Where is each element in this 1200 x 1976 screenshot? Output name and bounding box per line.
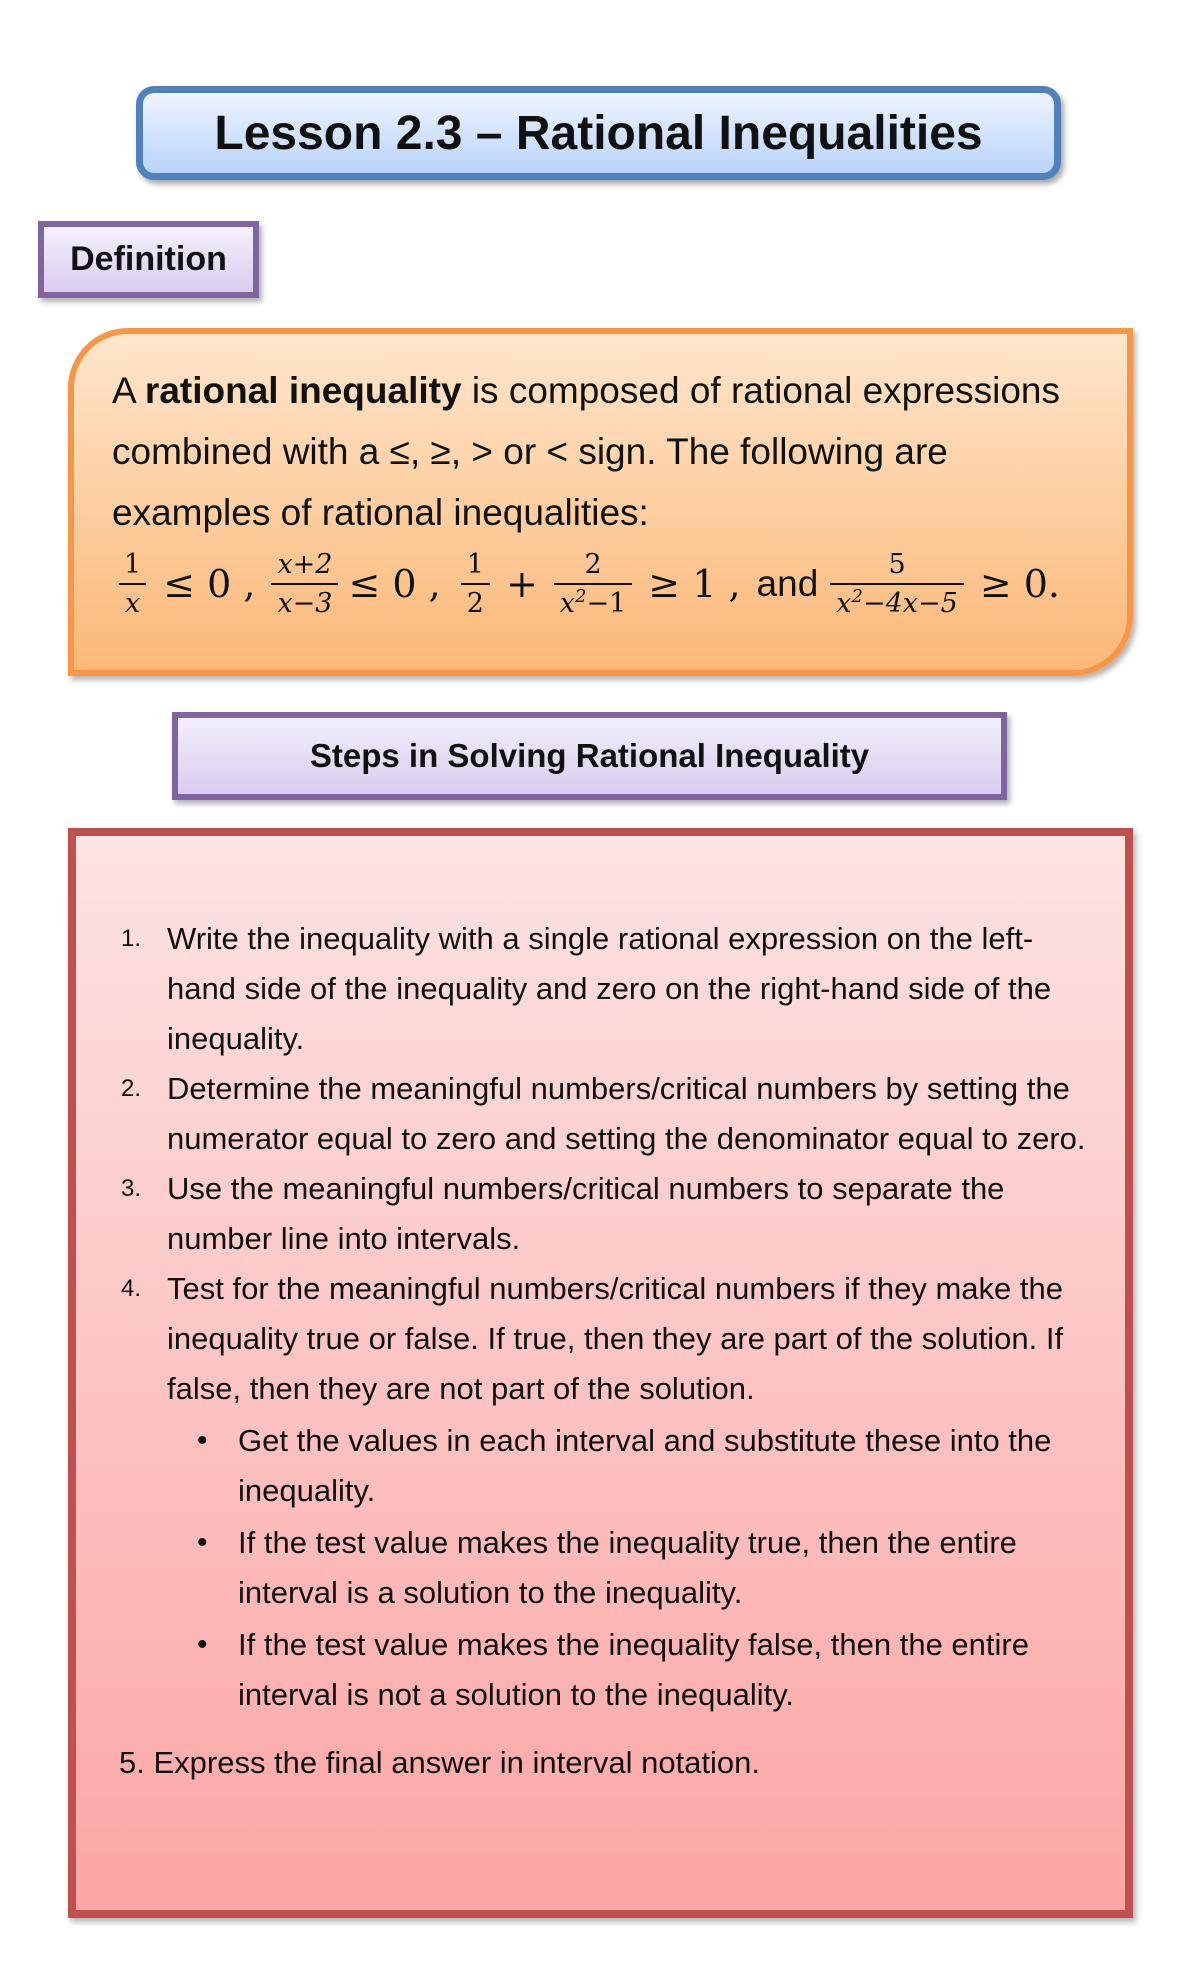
example-4-den-rest: −4x−5	[862, 588, 958, 619]
step-number: 4.	[121, 1275, 142, 1302]
example-3a-numerator: 1	[466, 549, 484, 580]
sub-step-text: Get the values in each interval and substitute these into the inequality.	[238, 1423, 1052, 1508]
example-3a-fraction	[461, 549, 490, 619]
example-2-denominator: x−3	[271, 583, 338, 619]
example-1-fraction	[118, 549, 147, 619]
examples-and: and	[756, 563, 819, 604]
bullet-icon: •	[197, 1526, 208, 1559]
example-4-den-base: x	[836, 588, 852, 619]
example-4-den-exponent: 2	[851, 586, 863, 607]
lesson-title: Lesson 2.3 – Rational Inequalities	[214, 106, 983, 160]
definition-label-box	[38, 221, 259, 298]
examples-row	[112, 549, 1091, 619]
example-3b-fraction	[554, 549, 633, 619]
step-item	[121, 1164, 1095, 1264]
example-3b-den-rest: −1	[586, 588, 627, 619]
example-4-relation: ≥ 0.	[979, 562, 1060, 606]
lesson-title-box	[136, 86, 1061, 180]
step-item	[121, 914, 1095, 1064]
definition-term: rational inequality	[144, 370, 462, 411]
example-3a-denominator: 2	[461, 583, 490, 619]
step-text: Write the inequality with a single rational expression on the left-hand side of the inequality and zero on the right-hand side of the inequality.	[167, 921, 1052, 1056]
bullet-icon: •	[197, 1424, 208, 1457]
steps-header-box	[172, 712, 1007, 800]
step-number: 1.	[121, 925, 142, 952]
example-3b-numerator: 2	[584, 549, 602, 580]
sub-step-item	[167, 1518, 1095, 1618]
step-text: Use the meaningful numbers/critical numbers to separate the number line into intervals.	[167, 1171, 1005, 1256]
example-4-denominator	[830, 583, 964, 619]
definition-intro-pre: A	[112, 370, 145, 411]
example-1-numerator: 1	[124, 549, 142, 580]
example-2-fraction	[271, 549, 338, 619]
sub-steps-list	[167, 1416, 1095, 1720]
example-3b-denominator	[554, 583, 633, 619]
sub-step-item	[167, 1416, 1095, 1516]
example-2-relation: ≤ 0 ,	[348, 562, 441, 606]
step-item	[121, 1264, 1095, 1720]
example-3b-den-base: x	[559, 588, 576, 619]
step-text: Determine the meaningful numbers/critical numbers by setting the numerator equal to zero and setting the denominator equal to zero.	[167, 1071, 1086, 1156]
example-1-relation: ≤ 0 ,	[163, 562, 256, 606]
example-4-fraction	[830, 549, 964, 619]
step-text: Test for the meaningful numbers/critical numbers if they make the inequality true or false. If true, then they are part of the solution. If false, then they are not part of the solution.	[167, 1271, 1064, 1406]
sub-step-item	[167, 1620, 1095, 1720]
step-number: 3.	[121, 1175, 142, 1202]
example-1-denominator: x	[119, 583, 146, 619]
steps-box	[68, 828, 1133, 1918]
definition-text	[112, 360, 1091, 543]
definition-label: Definition	[70, 240, 227, 278]
example-2-numerator: x+2	[277, 549, 333, 580]
step-number: 2.	[121, 1075, 142, 1102]
bullet-icon: •	[197, 1628, 208, 1661]
steps-header: Steps in Solving Rational Inequality	[309, 737, 870, 774]
steps-list	[121, 914, 1095, 1720]
step-item	[121, 1064, 1095, 1164]
definition-intro-post: is composed of rational expressions combined with a ≤, ≥, > or < sign. The following are examples of rational inequalities:	[112, 370, 1061, 533]
sub-step-text: If the test value makes the inequality true, then the entire interval is a solution to the inequality.	[238, 1525, 1017, 1610]
definition-box	[68, 328, 1133, 676]
example-3-relation: ≥ 1 ,	[648, 562, 741, 606]
example-3b-den-exponent: 2	[575, 586, 587, 607]
example-4-numerator: 5	[888, 549, 906, 580]
sub-step-text: If the test value makes the inequality false, then the entire interval is not a solution to the inequality.	[238, 1627, 1029, 1712]
final-step: 5. Express the final answer in interval notation.	[119, 1745, 761, 1780]
example-3-plus: +	[505, 562, 538, 606]
